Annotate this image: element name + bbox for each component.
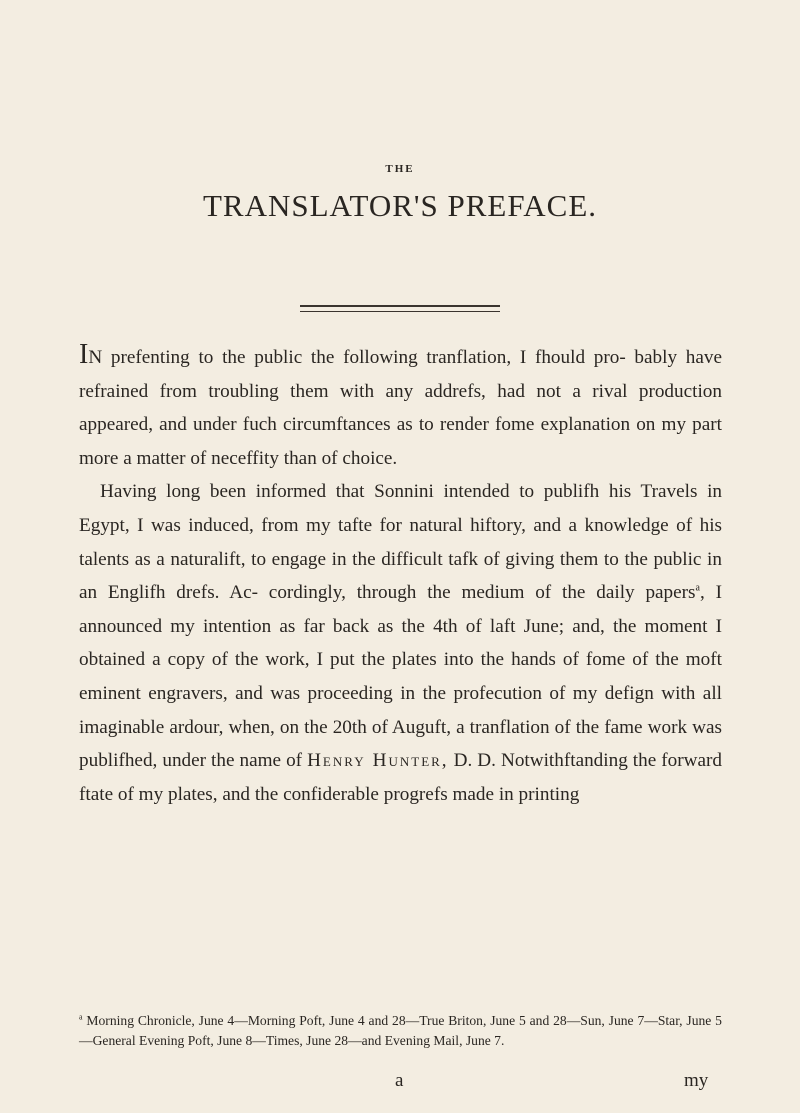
footnote — [79, 1011, 722, 1050]
catchword: my — [684, 1070, 709, 1091]
footnote-text: Morning Chronicle, June 4—Morning Poft, June 4 and 28—True Briton, June 5 and 28—Sun, June 7—Star, June 5—General Evening Poft, June 8—Times, June 28—and Evening Mail, June 7. — [79, 1013, 722, 1048]
drop-cap: I — [79, 339, 89, 370]
body-text — [79, 341, 722, 811]
paragraph-2 — [79, 475, 722, 811]
paragraph-2-text-c: D. D. Notwithftanding the forward ftate of my plates, and the confiderable progrefs made in printing — [79, 750, 722, 805]
footnote-reference: a — [695, 582, 700, 594]
heading-the: THE — [385, 163, 415, 175]
paragraph-1-text: N prefenting to the public the following tranflation, I fhould pro- bably have refrained from troubling them with any addrefs, had not a rival production appeared, and under fuch circumftances as to render fome explanation on my part more a matter of neceffity than of choice. — [79, 347, 722, 469]
decorative-rule — [300, 305, 500, 312]
paragraph-1 — [79, 341, 722, 475]
author-name: Henry Hunter, — [307, 750, 449, 772]
footnote-marker: a — [79, 1012, 83, 1022]
signature-mark: a — [395, 1070, 404, 1091]
paragraph-2-text-b: , I announced my intention as far back as the 4th of laft June; and, the moment I obtained a copy of the work, I put the plates into the hands of fome of the moft eminent engravers, and was proceeding in the profecution of my defign with all imaginable ardour, when, on the 20th of Auguft, a tranflation of the fame work was publifhed, under the name of — [79, 582, 722, 772]
paragraph-2-text-a: Having long been informed that Sonnini intended to publifh his Travels in Egypt, I was induced, from my tafte for natural hiftory, and a knowledge of his talents as a naturalift, to engage in the difficult tafk of giving them to the public in an Englifh drefs. Ac- cordingly, through the medium of the daily papers — [79, 481, 722, 604]
page-title: TRANSLATOR'S PREFACE. — [202, 188, 598, 223]
